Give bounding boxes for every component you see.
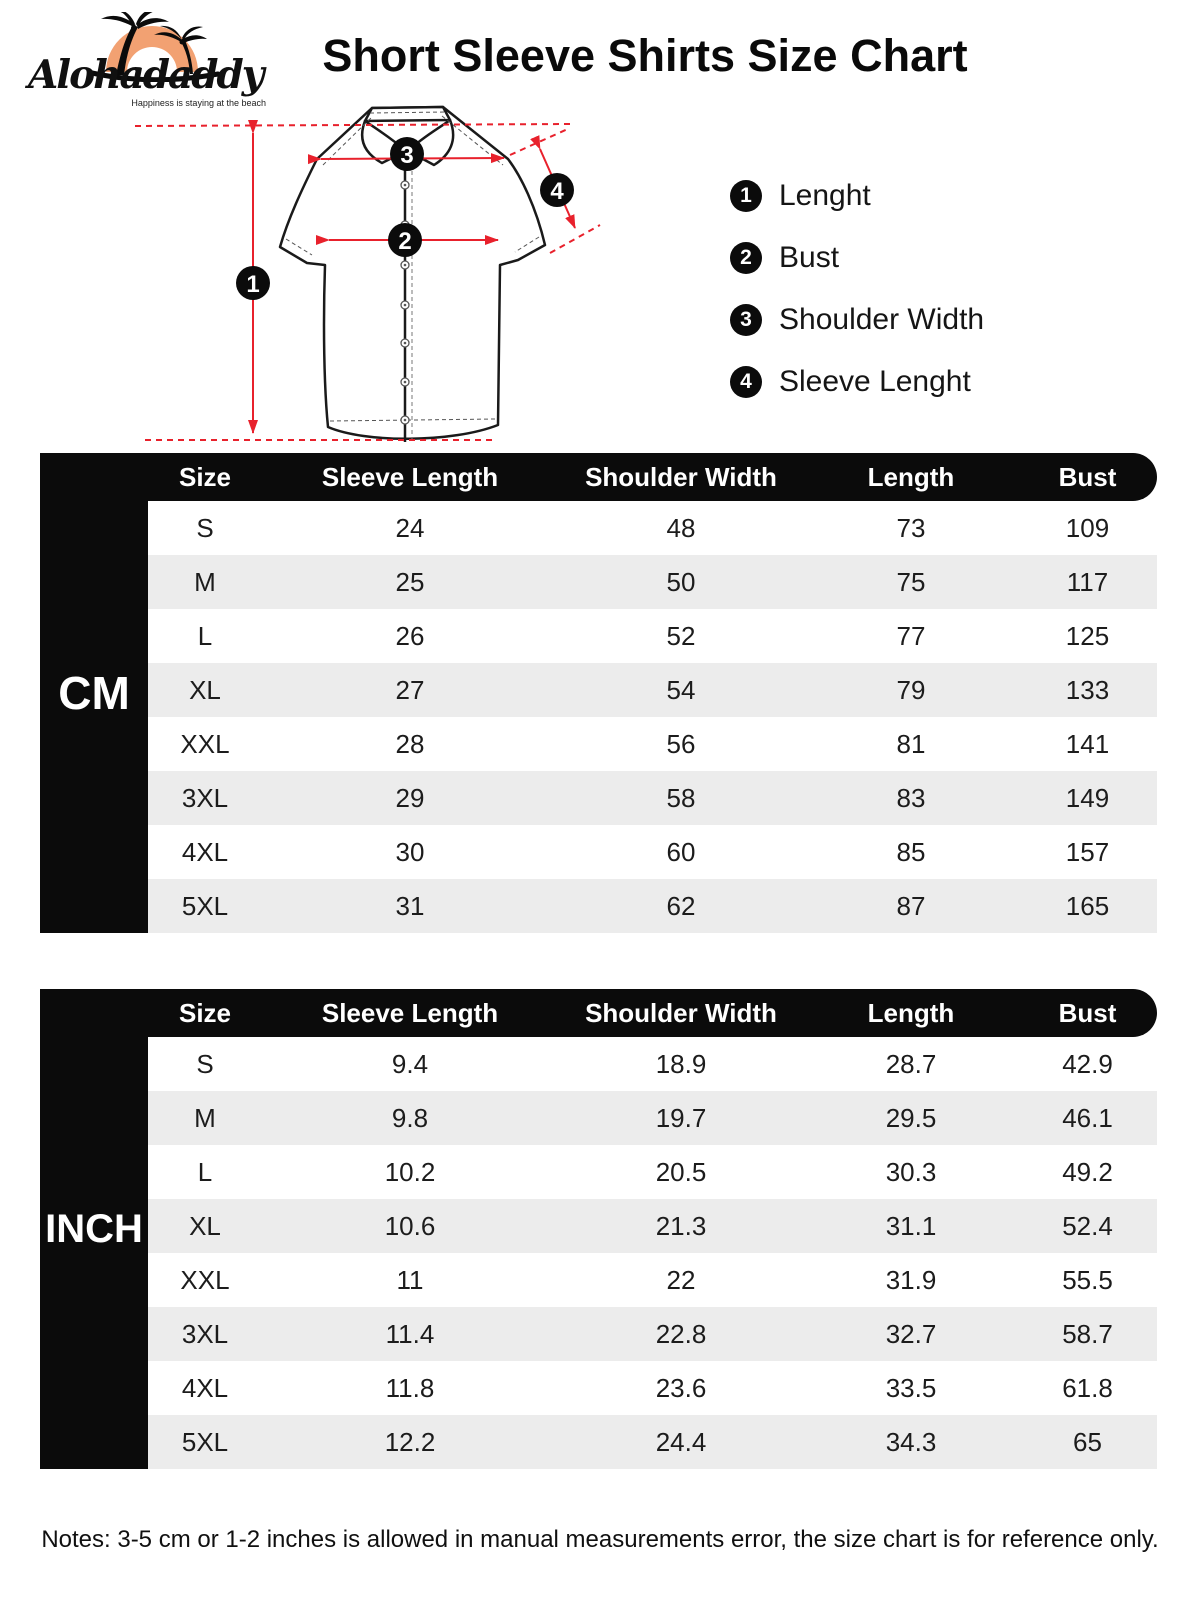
table-rows-cm — [148, 501, 1157, 933]
size-cell: XXL — [180, 728, 230, 759]
table-row — [148, 717, 1157, 771]
value-cell: 22.8 — [655, 1318, 707, 1349]
value-cell: 133 — [1065, 674, 1110, 705]
marker-4: 4 — [550, 178, 564, 205]
value-cell: 62 — [666, 890, 696, 921]
value-cell: 31.1 — [885, 1210, 937, 1241]
marker-3: 3 — [400, 142, 414, 169]
value-cell: 75 — [896, 566, 926, 597]
table-row — [148, 1145, 1157, 1199]
value-cell: 12.2 — [384, 1426, 436, 1457]
value-cell: 56 — [666, 728, 696, 759]
value-cell: 31.9 — [885, 1264, 937, 1295]
value-cell: 27 — [395, 674, 425, 705]
notes-text: Notes: 3-5 cm or 1-2 inches is allowed in manual measurements error, the size chart is for reference only. — [41, 1526, 1159, 1553]
size-cell: 3XL — [181, 1318, 229, 1349]
value-cell: 54 — [666, 674, 696, 705]
size-cell: XL — [189, 674, 221, 705]
value-cell: 77 — [896, 620, 926, 651]
size-cell: XXL — [180, 1264, 230, 1295]
value-cell: 65 — [1073, 1426, 1102, 1457]
size-cell: M — [194, 1102, 216, 1133]
table-row — [148, 1415, 1157, 1469]
value-cell: 85 — [896, 836, 926, 867]
value-cell: 10.2 — [384, 1156, 436, 1187]
value-cell: 50 — [666, 566, 696, 597]
value-cell: 55.5 — [1062, 1264, 1113, 1295]
size-table-cm — [40, 453, 1157, 933]
value-cell: 19.7 — [655, 1102, 707, 1133]
value-cell: 24.4 — [655, 1426, 707, 1457]
value-cell: 42.9 — [1062, 1048, 1113, 1079]
value-cell: 18.9 — [655, 1048, 707, 1079]
value-cell: 30.3 — [885, 1156, 937, 1187]
value-cell: 49.2 — [1062, 1156, 1113, 1187]
legend-label-length: Lenght — [779, 179, 871, 212]
size-cell: L — [197, 620, 213, 651]
value-cell: 25 — [395, 566, 425, 597]
table-row — [148, 825, 1157, 879]
value-cell: 11.4 — [385, 1318, 435, 1349]
unit-label-inch: INCH — [40, 989, 148, 1469]
size-cell: 5XL — [181, 1426, 229, 1457]
table-header-cm — [148, 453, 1157, 501]
legend-item-length — [730, 178, 984, 214]
value-cell: 20.5 — [655, 1156, 707, 1187]
table-row — [148, 1361, 1157, 1415]
value-cell: 24 — [395, 512, 425, 543]
table-body-cm — [148, 453, 1157, 933]
value-cell: 28.7 — [885, 1048, 937, 1079]
value-cell: 26 — [395, 620, 425, 651]
column-header: Sleeve Length — [321, 997, 499, 1028]
table-row — [148, 501, 1157, 555]
size-cell: L — [197, 1156, 213, 1187]
value-cell: 165 — [1065, 890, 1110, 921]
column-header: Shoulder Width — [585, 461, 777, 492]
value-cell: 52 — [666, 620, 696, 651]
legend-number-4: 4 — [730, 366, 762, 398]
value-cell: 81 — [896, 728, 926, 759]
column-header: Size — [178, 997, 232, 1028]
table-header-inch — [148, 989, 1157, 1037]
legend-item-sleeve-length — [730, 364, 984, 400]
value-cell: 11.8 — [385, 1372, 435, 1403]
value-cell: 125 — [1065, 620, 1110, 651]
size-cell: 4XL — [181, 836, 229, 867]
measurement-legend — [730, 178, 984, 426]
size-cell: XL — [189, 1210, 221, 1241]
value-cell: 22 — [666, 1264, 696, 1295]
column-header: Shoulder Width — [585, 997, 777, 1028]
value-cell: 31 — [395, 890, 425, 921]
value-cell: 29.5 — [885, 1102, 937, 1133]
table-row — [148, 1199, 1157, 1253]
value-cell: 58 — [666, 782, 696, 813]
legend-label-bust: Bust — [779, 241, 840, 274]
brand-tagline: Happiness is staying at the beach — [131, 98, 266, 108]
value-cell: 34.3 — [885, 1426, 937, 1457]
legend-item-shoulder-width — [730, 302, 984, 338]
value-cell: 149 — [1065, 782, 1110, 813]
value-cell: 29 — [395, 782, 425, 813]
column-header: Length — [867, 997, 955, 1028]
value-cell: 9.8 — [391, 1102, 429, 1133]
legend-label-sleeve-length: Sleeve Lenght — [779, 365, 971, 398]
value-cell: 83 — [896, 782, 926, 813]
value-cell: 11 — [396, 1264, 424, 1295]
column-header: Sleeve Length — [321, 461, 499, 492]
value-cell: 117 — [1066, 566, 1109, 597]
value-cell: 73 — [896, 512, 926, 543]
size-table-inch — [40, 989, 1157, 1469]
value-cell: 87 — [896, 890, 926, 921]
value-cell: 28 — [395, 728, 425, 759]
marker-2: 2 — [398, 228, 412, 255]
size-cell: 5XL — [181, 890, 229, 921]
size-cell: 3XL — [181, 782, 229, 813]
legend-number-1: 1 — [730, 180, 762, 212]
value-cell: 60 — [666, 836, 696, 867]
table-row — [148, 879, 1157, 933]
value-cell: 9.4 — [391, 1048, 429, 1079]
value-cell: 79 — [896, 674, 926, 705]
page-title: Short Sleeve Shirts Size Chart — [322, 30, 968, 81]
value-cell: 30 — [395, 836, 425, 867]
table-row — [148, 1307, 1157, 1361]
value-cell: 21.3 — [655, 1210, 707, 1241]
column-header: Bust — [1058, 461, 1117, 492]
value-cell: 46.1 — [1062, 1102, 1113, 1133]
table-row — [148, 663, 1157, 717]
legend-item-bust — [730, 240, 984, 276]
value-cell: 109 — [1065, 512, 1110, 543]
table-row — [148, 1253, 1157, 1307]
size-cell: S — [196, 1048, 214, 1079]
value-cell: 52.4 — [1062, 1210, 1113, 1241]
legend-label-shoulder-width: Shoulder Width — [779, 303, 985, 336]
shirt-measurement-diagram — [120, 95, 640, 455]
value-cell: 23.6 — [655, 1372, 707, 1403]
value-cell: 157 — [1065, 836, 1110, 867]
table-row — [148, 1091, 1157, 1145]
column-header: Size — [178, 461, 232, 492]
value-cell: 32.7 — [885, 1318, 937, 1349]
table-row — [148, 1037, 1157, 1091]
marker-1: 1 — [246, 271, 260, 298]
legend-number-3: 3 — [730, 304, 762, 336]
column-header: Length — [867, 461, 955, 492]
table-row — [148, 555, 1157, 609]
size-cell: S — [196, 512, 214, 543]
value-cell: 58.7 — [1062, 1318, 1113, 1349]
table-body-inch — [148, 989, 1157, 1469]
value-cell: 141 — [1065, 728, 1110, 759]
size-cell: M — [194, 566, 216, 597]
table-row — [148, 609, 1157, 663]
value-cell: 33.5 — [885, 1372, 937, 1403]
brand-name: Alohadaddy — [28, 52, 263, 98]
table-row — [148, 771, 1157, 825]
value-cell: 10.6 — [384, 1210, 436, 1241]
unit-label-cm: CM — [40, 453, 148, 933]
legend-number-2: 2 — [730, 242, 762, 274]
value-cell: 61.8 — [1062, 1372, 1113, 1403]
value-cell: 48 — [666, 512, 696, 543]
column-header: Bust — [1058, 997, 1117, 1028]
size-cell: 4XL — [181, 1372, 229, 1403]
table-rows-inch — [148, 1037, 1157, 1469]
